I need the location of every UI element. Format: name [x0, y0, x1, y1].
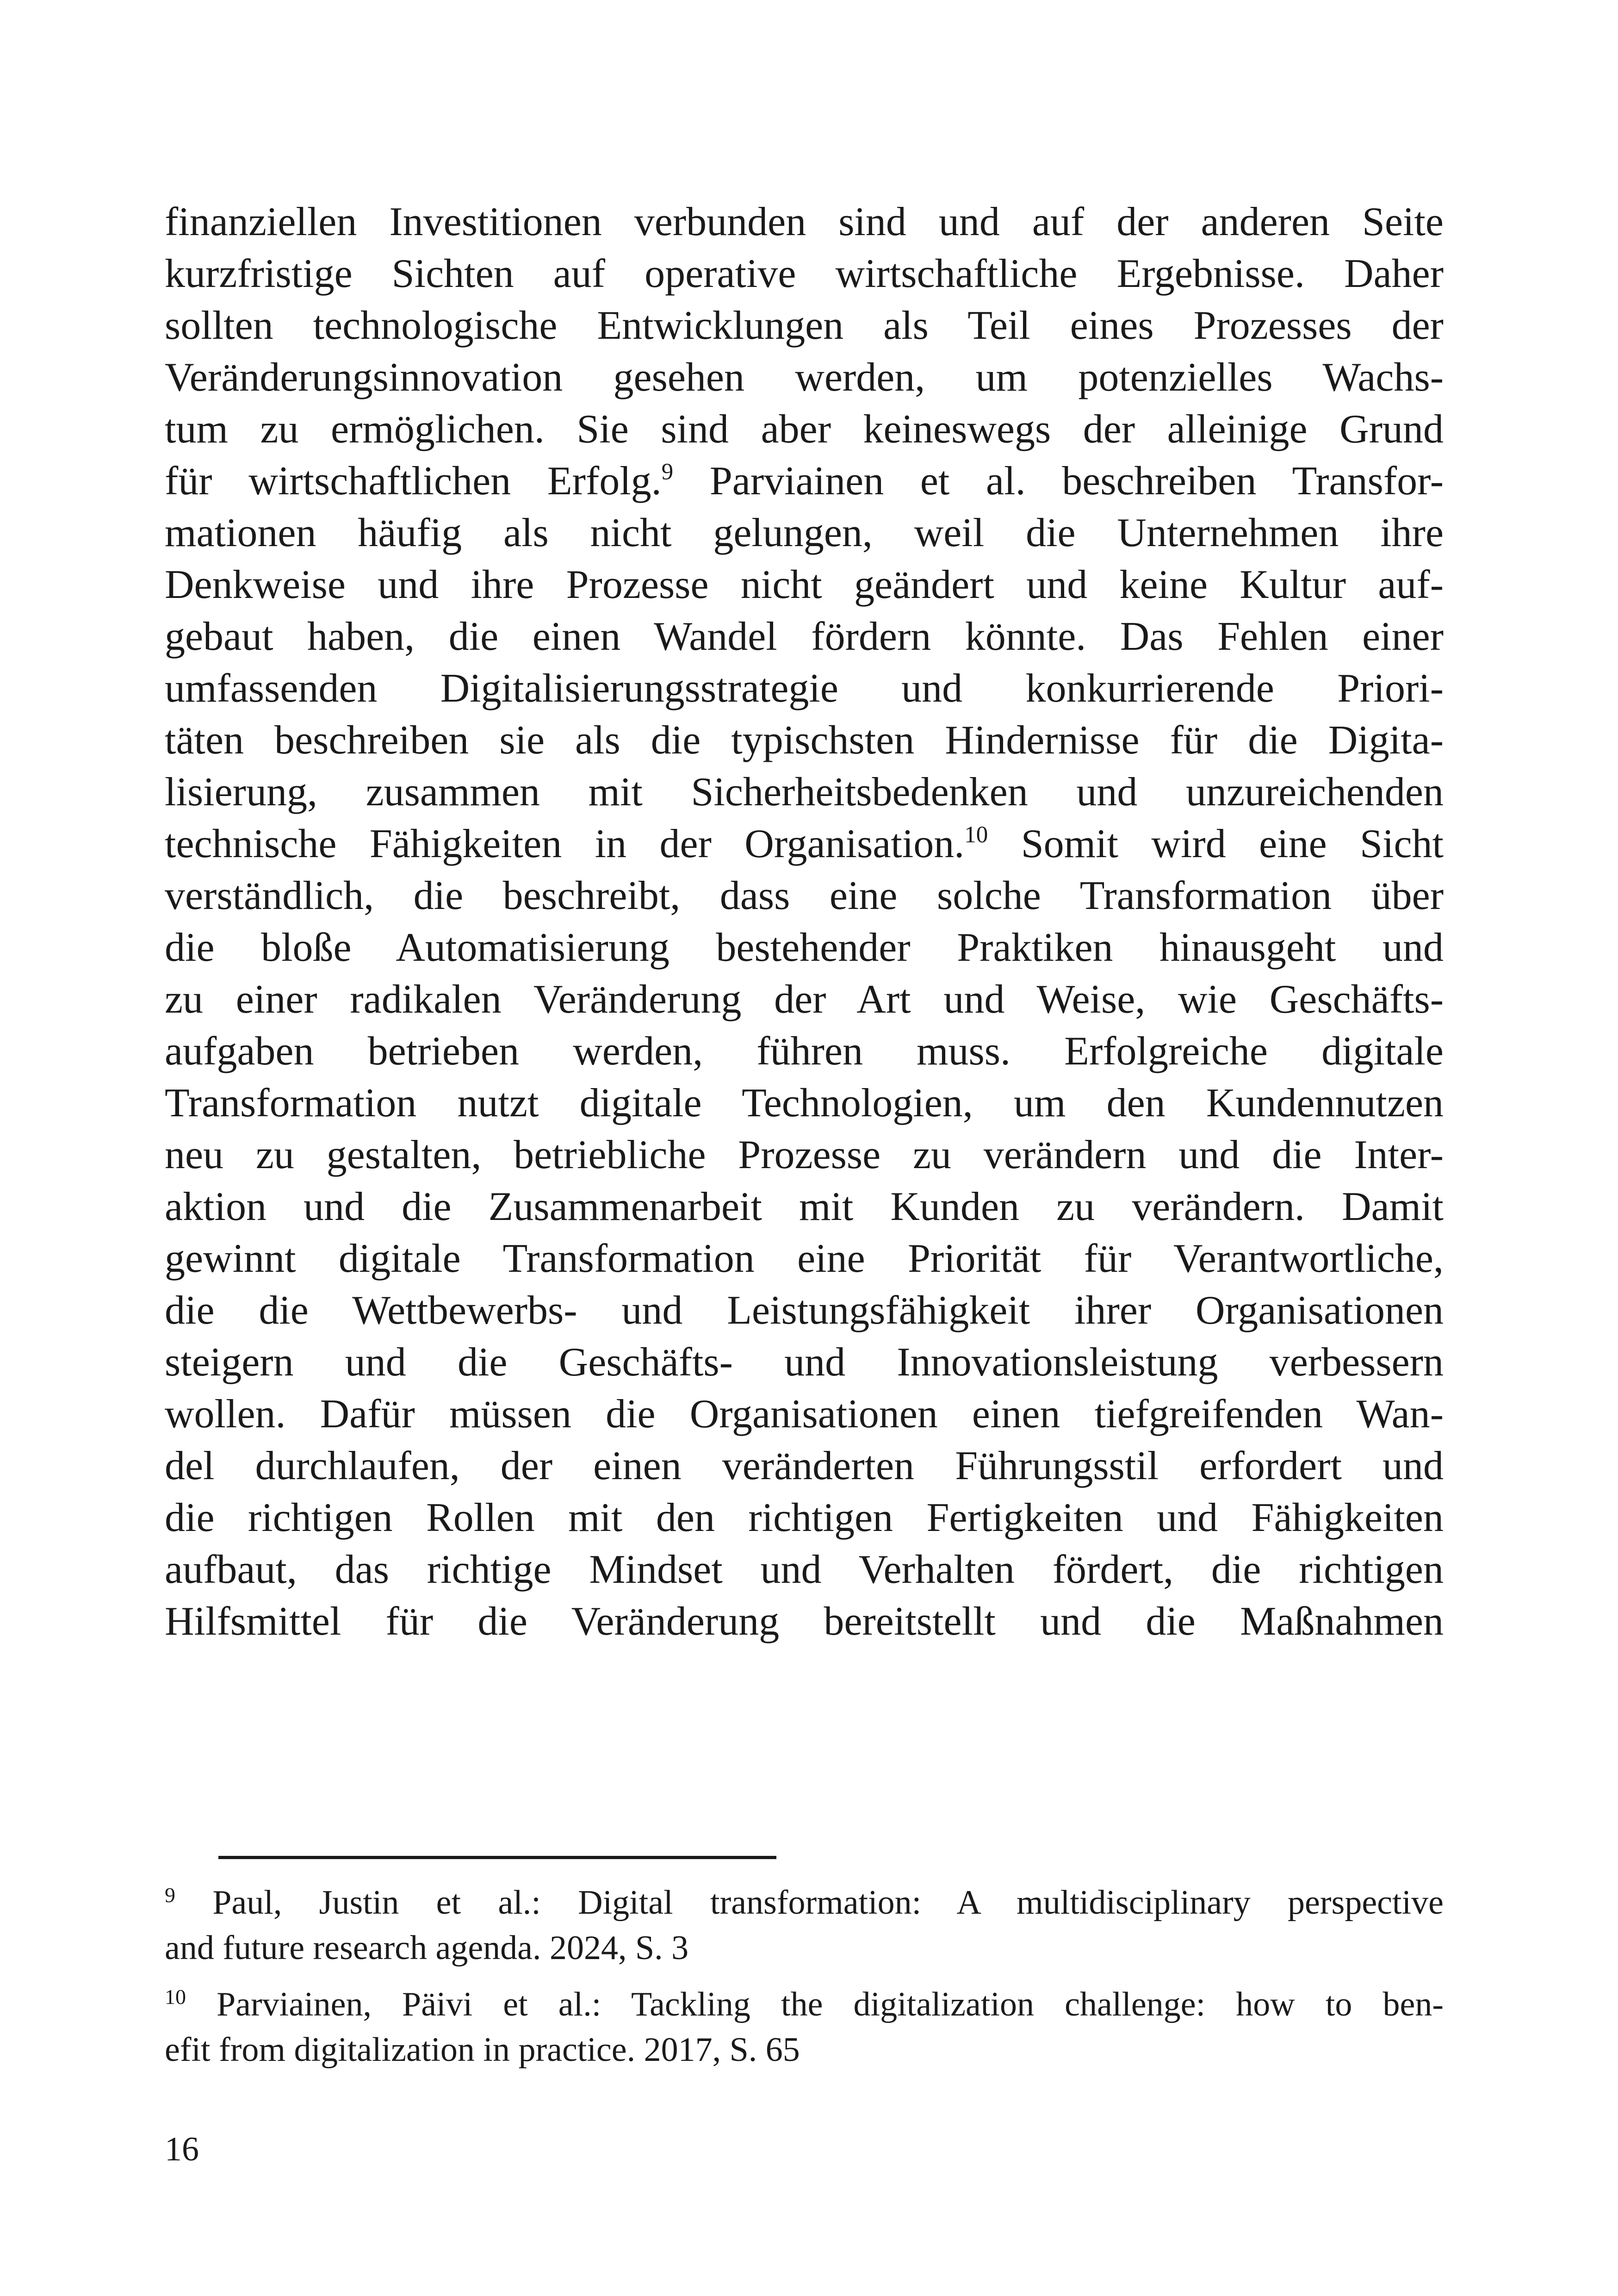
footnote-line: and future research agenda. 2024, S. 3 — [165, 1929, 689, 1967]
footnote-reference[interactable]: 9 — [661, 459, 674, 485]
footnote-line: efit from digitalization in practice. 2017, S. 65 — [165, 2031, 800, 2069]
text-line — [165, 455, 1444, 507]
footnote-gap — [165, 1971, 1444, 1982]
text-line: Transformation nutzt digitale Technologien, um den Kundennutzen — [165, 1081, 1444, 1126]
text-line: gebaut haben, die einen Wandel fördern könnte. Das Fehlen einer — [165, 614, 1444, 659]
text-line: aufgaben betrieben werden, führen muss. Erfolgreiche digitale — [165, 1029, 1444, 1074]
text-line: Denkweise und ihre Prozesse nicht geändert und keine Kultur auf- — [165, 562, 1444, 607]
text-line: steigern und die Geschäfts- und Innovationsleistung verbessern — [165, 1340, 1444, 1385]
text-line: del durchlaufen, der einen veränderten Führungsstil erfordert und — [165, 1444, 1444, 1488]
text-line: tum zu ermöglichen. Sie sind aber keineswegs der alleinige Grund — [165, 407, 1444, 452]
text-line: aktion und die Zusammenarbeit mit Kunden zu verändern. Damit — [165, 1184, 1444, 1229]
text-line: lisierung, zusammen mit Sicherheitsbedenken und unzureichenden — [165, 770, 1444, 815]
text-line: wollen. Dafür müssen die Organisationen einen tiefgreifenden Wan- — [165, 1392, 1444, 1437]
text-line: umfassenden Digitalisierungsstrategie und konkurrierende Priori- — [165, 666, 1444, 711]
text-fragment: technische Fähigkeiten in der Organisation. — [165, 821, 965, 866]
text-line: neu zu gestalten, betriebliche Prozesse zu verändern und die Inter- — [165, 1132, 1444, 1177]
text-line: verständlich, die beschreibt, dass eine solche Transformation über — [165, 873, 1444, 918]
text-fragment: Somit wird eine Sicht — [988, 821, 1444, 866]
page-number: 16 — [165, 2130, 199, 2168]
text-line — [165, 818, 1444, 870]
text-line: finanziellen Investitionen verbunden sind und auf der anderen Seite — [165, 199, 1444, 244]
footnote-line — [165, 1982, 1444, 2027]
text-line: gewinnt digitale Transformation eine Priorität für Verantwortliche, — [165, 1236, 1444, 1281]
text-line: die die Wettbewerbs- und Leistungsfähigkeit ihrer Organisationen — [165, 1288, 1444, 1333]
text-line: zu einer radikalen Veränderung der Art und Weise, wie Geschäfts- — [165, 977, 1444, 1022]
footnote-number: 9 — [165, 1883, 175, 1907]
footnote-separator — [218, 1856, 776, 1859]
footnote-text: Parviainen, Päivi et al.: Tackling the digitalization challenge: how to ben- — [186, 1985, 1444, 2023]
text-fragment: Parviainen et al. beschreiben Transfor- — [673, 459, 1444, 504]
text-line: täten beschreiben sie als die typischsten Hindernisse für die Digita- — [165, 718, 1444, 763]
text-line: sollten technologische Entwicklungen als Teil eines Prozesses der — [165, 303, 1444, 348]
footnote-line — [165, 1880, 1444, 1925]
footnote-number: 10 — [165, 1985, 186, 2009]
text-line: die bloße Automatisierung bestehender Praktiken hinausgeht und — [165, 925, 1444, 970]
text-line: die richtigen Rollen mit den richtigen Fertigkeiten und Fähigkeiten — [165, 1495, 1444, 1540]
text-line: Hilfsmittel für die Veränderung bereitstellt und die Maßnahmen — [165, 1599, 1444, 1644]
text-fragment: für wirtschaftlichen Erfolg. — [165, 459, 662, 504]
footnote-text: Paul, Justin et al.: Digital transformation: A multidisciplinary perspective — [175, 1884, 1444, 1922]
text-line: kurzfristige Sichten auf operative wirtschaftliche Ergebnisse. Daher — [165, 251, 1444, 296]
footnote-reference[interactable]: 10 — [964, 822, 988, 848]
footnotes — [165, 1880, 1444, 2072]
text-line: aufbaut, das richtige Mindset und Verhalten fördert, die richtigen — [165, 1547, 1444, 1592]
text-line: mationen häufig als nicht gelungen, weil die Unternehmen ihre — [165, 510, 1444, 555]
text-line: Veränderungsinnovation gesehen werden, um potenzielles Wachs- — [165, 355, 1444, 400]
body-text — [165, 196, 1444, 1648]
